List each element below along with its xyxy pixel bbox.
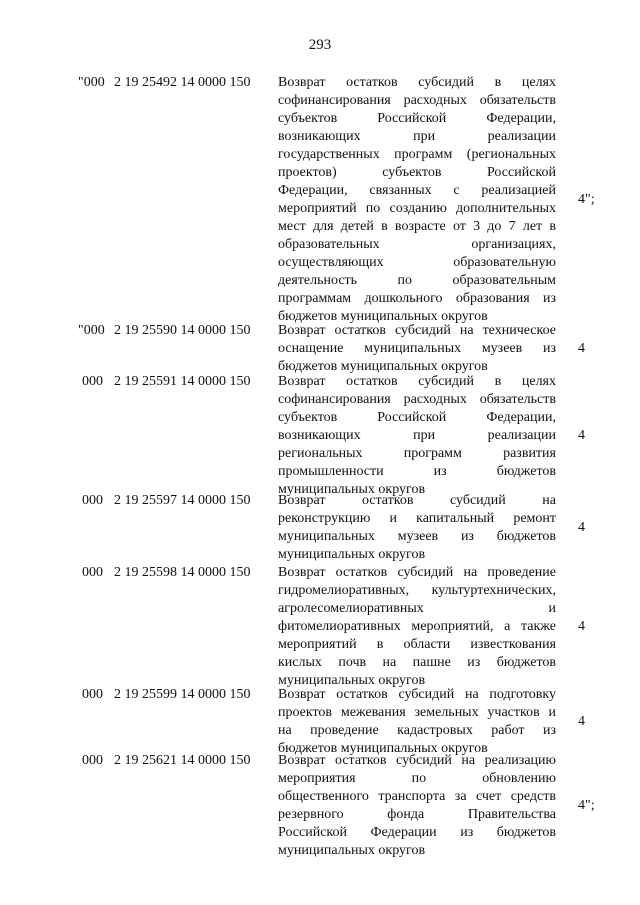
description-line: программам дошкольного образования из [278,291,556,306]
budget-classification-code: 2 19 25597 14 0000 150 [114,493,251,508]
description-line: региональных программ развития [278,446,556,461]
description-line: бюджетов муниципальных округов [278,359,488,374]
description-line: фитомелиоративных мероприятий, а также [278,619,556,634]
row-prefix: 000 [82,493,103,508]
row-value: 4"; [578,192,595,207]
row-prefix: "000 [78,75,105,90]
description-line: резервного фонда Правительства [278,807,556,822]
row-prefix: "000 [78,323,105,338]
description-line: мероприятий по созданию дополнительных [278,201,556,216]
description-line: Федерации, связанных с реализацией [278,183,556,198]
description-line: бюджетов муниципальных округов [278,741,488,756]
row-prefix: 000 [82,374,103,389]
row-value: 4 [578,520,585,535]
description-line: на проведение кадастровых работ из [278,723,556,738]
page-number: 293 [308,37,332,53]
row-value: 4 [578,714,585,729]
description-line: муниципальных округов [278,843,426,858]
budget-classification-code: 2 19 25590 14 0000 150 [114,323,251,338]
row-description [278,752,556,860]
budget-classification-code: 2 19 25598 14 0000 150 [114,565,251,580]
description-line: промышленности из бюджетов [278,464,556,479]
description-line: Возврат остатков субсидий на техническое [278,323,556,338]
row-prefix: 000 [82,753,103,768]
row-prefix: 000 [82,565,103,580]
description-line: возникающих при реализации [278,129,556,144]
row-value: 4 [578,619,585,634]
description-line: субъектов Российской Федерации, [278,410,556,425]
description-line: проектов межевания земельных участков и [278,705,556,720]
description-line: оснащение муниципальных музеев из [278,341,556,356]
budget-classification-code: 2 19 25591 14 0000 150 [114,374,251,389]
description-line: агролесомелиоративных и [278,601,556,616]
budget-classification-code: 2 19 25599 14 0000 150 [114,687,251,702]
description-line: муниципальных округов [278,547,426,562]
description-line: Возврат остатков субсидий на проведение [278,565,556,580]
row-description [278,492,556,564]
description-line: бюджетов муниципальных округов [278,309,488,324]
description-line: Возврат остатков субсидий на подготовку [278,687,556,702]
description-line: общественного транспорта за счет средств [278,789,556,804]
description-line: образовательных организациях, [278,237,556,252]
description-line: Возврат остатков субсидий на реализацию [278,753,556,768]
description-line: Возврат остатков субсидий в целях [278,75,556,90]
row-description [278,564,556,690]
budget-classification-code: 2 19 25492 14 0000 150 [114,75,251,90]
description-line: мест для детей в возрасте от 3 до 7 лет в [278,219,556,234]
description-line: софинансирования расходных обязательств [278,392,556,407]
description-line: мероприятий в области известкования [278,637,556,652]
row-prefix: 000 [82,687,103,702]
description-line: муниципальных музеев из бюджетов [278,529,556,544]
row-value: 4 [578,428,585,443]
description-line: мероприятия по обновлению [278,771,556,786]
description-line: муниципальных округов [278,482,426,497]
description-line: осуществляющих образовательную [278,255,556,270]
description-line: возникающих при реализации [278,428,556,443]
description-line: Российской Федерации из бюджетов [278,825,556,840]
row-value: 4 [578,341,585,356]
description-line: муниципальных округов [278,673,426,688]
row-description [278,74,556,326]
description-line: Возврат остатков субсидий в целях [278,374,556,389]
description-line: Возврат остатков субсидий на [278,493,556,508]
row-description [278,322,556,376]
description-line: гидромелиоративных, культуртехнических, [278,583,556,598]
description-line: государственных программ (региональных [278,147,556,162]
description-line: кислых почв на пашне из бюджетов [278,655,556,670]
row-value: 4"; [578,798,595,813]
budget-classification-code: 2 19 25621 14 0000 150 [114,753,251,768]
description-line: проектов) субъектов Российской [278,165,556,180]
row-description [278,686,556,758]
description-line: деятельность по образовательным [278,273,556,288]
description-line: субъектов Российской Федерации, [278,111,556,126]
description-line: реконструкцию и капитальный ремонт [278,511,556,526]
row-description [278,373,556,499]
description-line: софинансирования расходных обязательств [278,93,556,108]
